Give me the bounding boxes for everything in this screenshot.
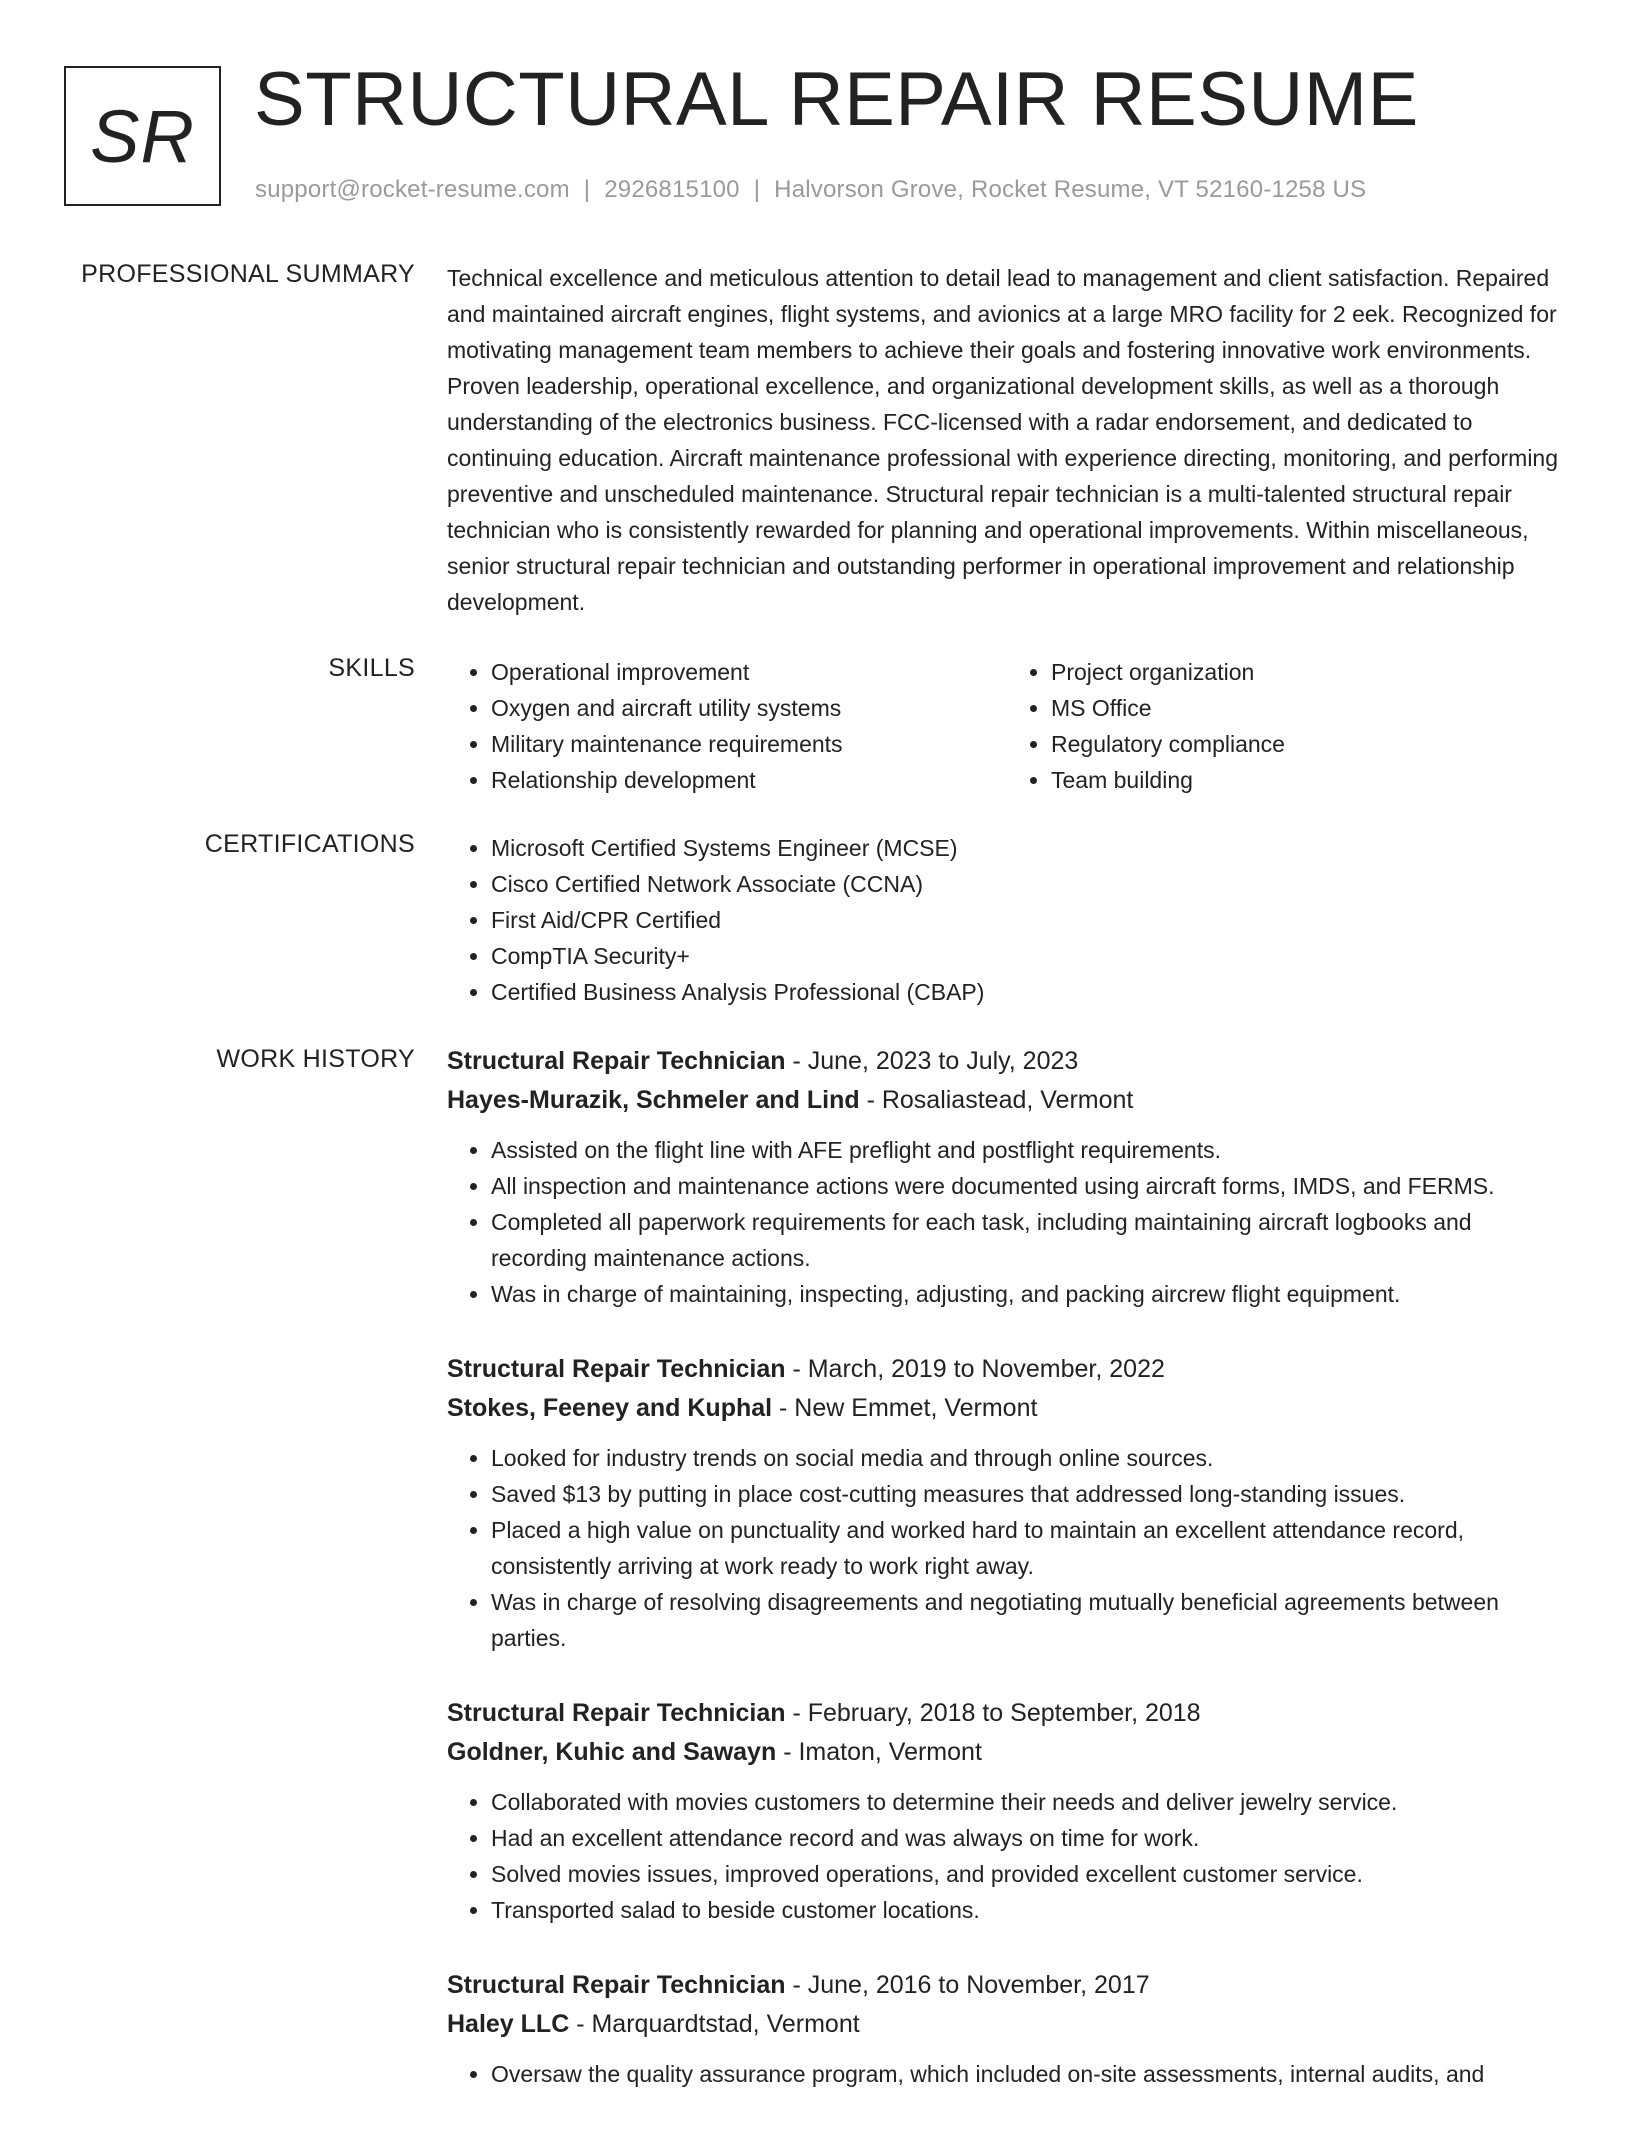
job-bullet: • Was in charge of maintaining, inspecting, adjusting, and packing aircrew flight equipment.	[491, 1276, 1567, 1312]
job-company: Goldner, Kuhic and Sawayn	[447, 1738, 777, 1766]
job-title: Structural Repair Technician	[447, 1047, 786, 1075]
contact-phone[interactable]: 2926815100	[604, 176, 740, 203]
skills-section	[447, 654, 1567, 798]
job-bullet: • Transported salad to beside customer locations.	[491, 1892, 1567, 1928]
job-company-line	[447, 1081, 1567, 1120]
certification-item: • First Aid/CPR Certified	[491, 902, 1567, 938]
certifications-list	[447, 830, 1567, 1010]
resume-title: STRUCTURAL REPAIR RESUME	[254, 57, 1419, 142]
job-bullet: • Assisted on the flight line with AFE preflight and postflight requirements.	[491, 1132, 1567, 1168]
contact-line	[255, 176, 1366, 204]
job-company-line	[447, 1389, 1567, 1428]
job-dates: - February, 2018 to September, 2018	[785, 1699, 1201, 1727]
skill-item: • Relationship development	[491, 762, 1007, 798]
job-bullet: • All inspection and maintenance actions were documented using aircraft forms, IMDS, and FERMS.	[491, 1168, 1567, 1204]
certification-item: • Microsoft Certified Systems Engineer (MCSE)	[491, 830, 1567, 866]
job-entry	[447, 1966, 1567, 2092]
job-company-line	[447, 1733, 1567, 1772]
job-dates: - June, 2016 to November, 2017	[785, 1971, 1150, 1999]
skills-grid	[447, 654, 1567, 798]
job-location: - New Emmet, Vermont	[772, 1394, 1038, 1422]
summary-heading: PROFESSIONAL SUMMARY	[81, 260, 415, 288]
job-company: Haley LLC	[447, 2010, 570, 2038]
job-bullet: • Had an excellent attendance record and was always on time for work.	[491, 1820, 1567, 1856]
summary-section	[447, 260, 1567, 620]
skills-list-right	[1007, 654, 1567, 798]
skill-item: • Team building	[1051, 762, 1567, 798]
job-bullet: • Collaborated with movies customers to determine their needs and deliver jewelry service.	[491, 1784, 1567, 1820]
work-history-section	[447, 1042, 1567, 2130]
certification-item: • CompTIA Security+	[491, 938, 1567, 974]
job-title-line	[447, 1966, 1567, 2005]
job-title: Structural Repair Technician	[447, 1971, 786, 1999]
job-bullet: • Oversaw the quality assurance program, which included on-site assessments, internal audits, and	[491, 2056, 1567, 2092]
skill-item: • Military maintenance requirements	[491, 726, 1007, 762]
skill-item: • Oxygen and aircraft utility systems	[491, 690, 1007, 726]
job-bullet: • Was in charge of resolving disagreements and negotiating mutually beneficial agreements between parties.	[491, 1584, 1567, 1656]
work-history-heading: WORK HISTORY	[216, 1045, 415, 1073]
job-bullets	[447, 2056, 1567, 2092]
job-location: - Rosaliastead, Vermont	[859, 1086, 1134, 1114]
job-dates: - June, 2023 to July, 2023	[785, 1047, 1079, 1075]
job-title: Structural Repair Technician	[447, 1355, 786, 1383]
contact-separator: |	[583, 176, 591, 203]
job-entry	[447, 1694, 1567, 1928]
skill-item: • MS Office	[1051, 690, 1567, 726]
contact-separator: |	[753, 176, 761, 203]
summary-text: Technical excellence and meticulous attention to detail lead to management and client satisfaction. Repaired and maintained aircraft engines, flight systems, and avionics at a large MRO facility for 2 eek. Recognized for motivating management team members to achieve their goals and fostering innovative work environments. Proven leadership, operational excellence, and organizational development skills, as well as a thorough understanding of the electronics business. FCC-licensed with a radar endorsement, and dedicated to continuing education. Aircraft maintenance professional with experience directing, monitoring, and performing preventive and unscheduled maintenance. Structural repair technician is a multi-talented structural repair technician who is consistently rewarded for planning and operational improvements. Within miscellaneous, senior structural repair technician and outstanding performer in operational improvement and relationship development.	[447, 265, 1559, 615]
certifications-section	[447, 830, 1567, 1010]
certifications-heading: CERTIFICATIONS	[204, 830, 415, 858]
job-bullet: • Looked for industry trends on social media and through online sources.	[491, 1440, 1567, 1476]
job-bullet: • Completed all paperwork requirements for each task, including maintaining aircraft logbooks and recording maintenance actions.	[491, 1204, 1567, 1276]
job-bullets	[447, 1440, 1567, 1656]
skill-item: • Operational improvement	[491, 654, 1007, 690]
skill-item: • Project organization	[1051, 654, 1567, 690]
certification-item: • Certified Business Analysis Professional (CBAP)	[491, 974, 1567, 1010]
contact-email[interactable]: support@rocket-resume.com	[255, 176, 570, 203]
skills-heading: SKILLS	[328, 654, 415, 682]
skill-item: • Regulatory compliance	[1051, 726, 1567, 762]
job-bullets	[447, 1132, 1567, 1312]
job-bullet: • Solved movies issues, improved operations, and provided excellent customer service.	[491, 1856, 1567, 1892]
skills-list-left	[447, 654, 1007, 798]
job-location: - Imaton, Vermont	[776, 1738, 982, 1766]
job-title: Structural Repair Technician	[447, 1699, 786, 1727]
job-dates: - March, 2019 to November, 2022	[785, 1355, 1165, 1383]
job-title-line	[447, 1694, 1567, 1733]
contact-address: Halvorson Grove, Rocket Resume, VT 52160-1258 US	[774, 176, 1367, 203]
job-location: - Marquardtstad, Vermont	[569, 2010, 860, 2038]
job-company-line	[447, 2005, 1567, 2044]
job-company: Hayes-Murazik, Schmeler and Lind	[447, 1086, 860, 1114]
monogram-box	[64, 66, 221, 206]
job-title-line	[447, 1042, 1567, 1081]
job-entry	[447, 1042, 1567, 1312]
monogram-initials: SR	[90, 94, 195, 178]
job-title-line	[447, 1350, 1567, 1389]
job-bullet: • Saved $13 by putting in place cost-cutting measures that addressed long-standing issues.	[491, 1476, 1567, 1512]
job-bullets	[447, 1784, 1567, 1928]
job-entry	[447, 1350, 1567, 1656]
job-bullet: • Placed a high value on punctuality and worked hard to maintain an excellent attendance record, consistently arriving at work ready to work right away.	[491, 1512, 1567, 1584]
job-company: Stokes, Feeney and Kuphal	[447, 1394, 773, 1422]
certification-item: • Cisco Certified Network Associate (CCNA)	[491, 866, 1567, 902]
